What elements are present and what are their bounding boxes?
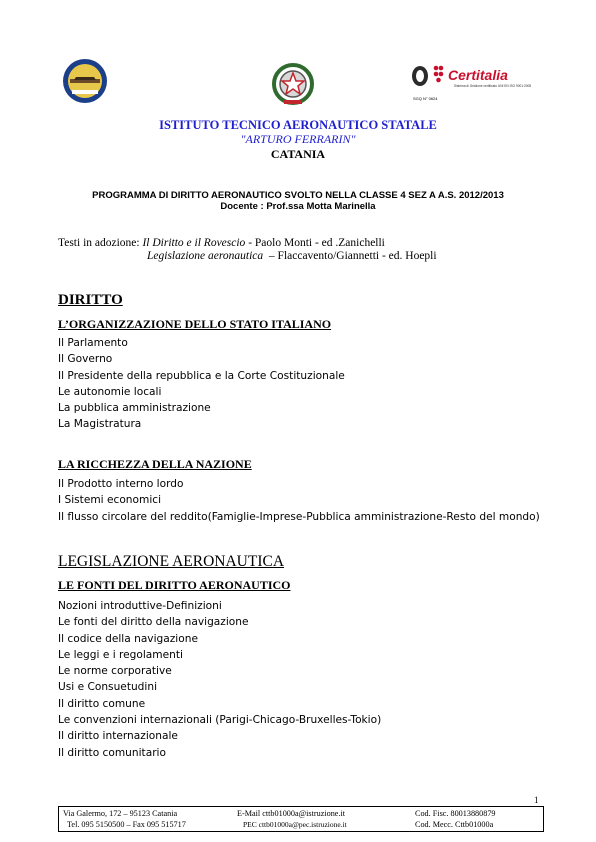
list-item: Le norme corporative	[58, 665, 172, 678]
org-list	[58, 335, 345, 433]
list-item: Il flusso circolare del reddito(Famiglie-Imprese-Pubblica amministrazione-Resto del mondo)	[58, 510, 540, 523]
fonti-list	[58, 598, 381, 761]
list-item: La pubblica amministrazione	[58, 402, 211, 415]
footer-email: E-Mail cttb01000a@istruzione.it	[237, 809, 346, 818]
school-subtitle: "ARTURO FERRARIN"	[240, 132, 356, 146]
textbooks-line-1	[58, 237, 385, 249]
school-city: CATANIA	[270, 147, 326, 161]
list-item: Le leggi e i regolamenti	[58, 648, 183, 661]
list-item: Il codice della navigazione	[58, 632, 198, 645]
footer-fiscal-code: Cod. Fisc. 80013880879	[415, 809, 496, 818]
list-item: Il diritto comunitario	[58, 746, 166, 759]
footer-address: Via Galermo, 172 – 95123 Catania	[63, 809, 178, 818]
book2-details: – Flaccavento/Giannetti - ed. Hoepli	[263, 250, 437, 262]
fonti-heading: LE FONTI DEL DIRITTO AERONAUTICO	[58, 578, 291, 592]
list-item: Usi e Consuetudini	[58, 681, 158, 694]
section-diritto-heading: DIRITTO	[58, 292, 123, 308]
footer-pec: PEC cttb01000a@pec.istruzione.it	[243, 820, 347, 829]
list-item: Il Parlamento	[58, 337, 128, 349]
footer-phone: Tel. 095 5150500 – Fax 095 515717	[67, 820, 186, 829]
list-item: Il Presidente della repubblica e la Corte Costituzionale	[58, 369, 345, 382]
section-legislazione-heading: LEGISLAZIONE AERONAUTICA	[58, 553, 285, 570]
republic-emblem-icon	[272, 62, 314, 106]
cert-brand: Certitalia	[448, 67, 508, 83]
book1-title: Il Diritto e il Rovescio	[142, 237, 246, 249]
school-logo	[62, 58, 108, 104]
list-item: Il diritto internazionale	[58, 730, 178, 743]
cert-number: SGQ N° 0624	[413, 96, 438, 101]
textbooks-label: Testi in adozione:	[58, 237, 143, 249]
book1-details: - Paolo Monti - ed .Zanichelli	[245, 237, 385, 249]
list-item: La Magistratura	[58, 418, 142, 431]
list-item: Il Prodotto interno lordo	[58, 478, 184, 490]
page-number: 1	[534, 795, 539, 805]
program-teacher: Docente : Prof.ssa Motta Marinella	[220, 201, 376, 212]
list-item: Il Governo	[58, 353, 113, 366]
org-heading: L’ORGANIZZAZIONE DELLO STATO ITALIANO	[58, 317, 332, 331]
book2-title: Legislazione aeronautica	[147, 250, 264, 262]
ricchezza-heading: LA RICCHEZZA DELLA NAZIONE	[58, 457, 252, 471]
footer-mecc-code: Cod. Mecc. Cttb01000a	[415, 820, 494, 829]
list-item: I Sistemi economici	[58, 494, 162, 507]
list-item: Le fonti del diritto della navigazione	[58, 616, 249, 629]
textbooks-line-2	[147, 250, 437, 262]
cert-caption: Sistema di Gestione certificato UNI EN ISO 9001:2008	[454, 84, 532, 88]
ricchezza-list	[58, 476, 540, 525]
list-item: Le autonomie locali	[58, 385, 162, 398]
school-name: ISTITUTO TECNICO AERONAUTICO STATALE	[159, 118, 437, 132]
program-title: PROGRAMMA DI DIRITTO AERONAUTICO SVOLTO NELLA CLASSE 4 SEZ A A.S. 2012/2013	[92, 190, 504, 201]
list-item: Nozioni introduttive-Definizioni	[58, 600, 222, 612]
footer-box	[58, 806, 544, 832]
list-item: Le convenzioni internazionali (Parigi-Chicago-Bruxelles-Tokio)	[58, 714, 382, 727]
list-item: Il diritto comune	[58, 697, 146, 710]
certitalia-logo	[410, 62, 532, 106]
